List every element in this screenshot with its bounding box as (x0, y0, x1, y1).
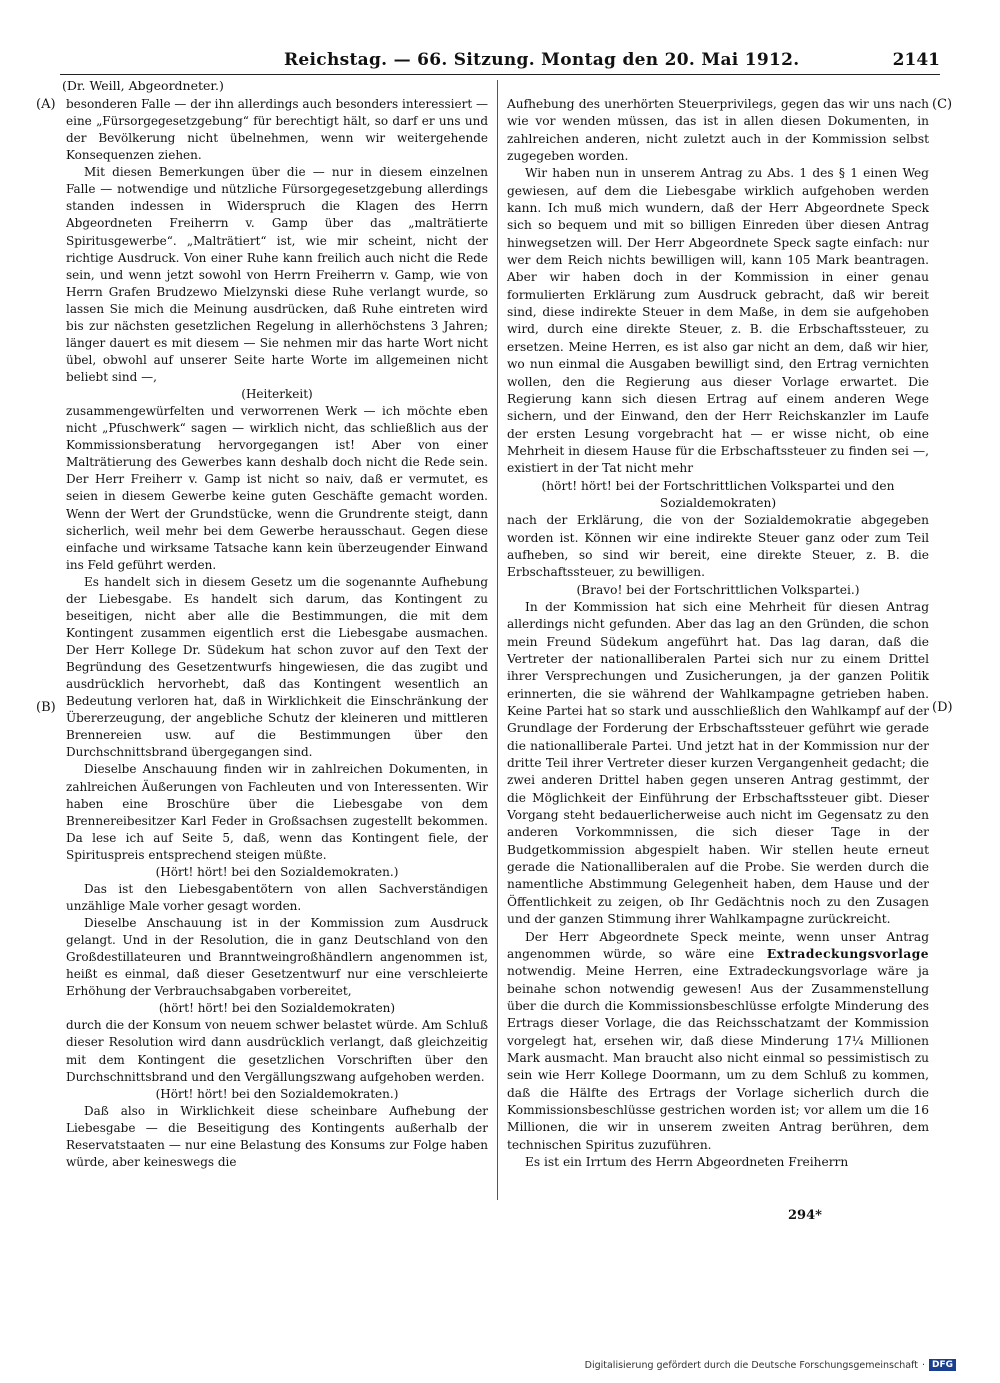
dfg-logo: DFG (929, 1359, 956, 1371)
paragraph: Wir haben nun in unserem Antrag zu Abs. 1 des § 1 einen Weg gewiesen, auf dem die Liebesgabe wirklich aufgehoben werden kann. Ich muß mich wundern, daß der Herr Abgeordnete Speck sich so bequem und mit so billigen Einreden über diesen Antrag hinwegsetzen will. Der Herr Abgeordnete Speck sagte einfach: nur wer dem Reich nichts bewilligen will, kann 105 Mark beantragen. Aber wir haben doch in der Kommission in einer genau formulierten Erklärung zum Ausdruck gebracht, daß wir bereit sind, diese indirekte Steuer in dem Maße, in dem sie aufgehoben wird, durch eine direkte Steuer, z. B. die Erbschaftssteuer, zu ersetzen. Meine Herren, es ist also gar nicht an dem, daß wir hier, wo nun einmal die Ausgaben bewilligt sind, den Ertrag vernichten wollen, den die Regierung aus dieser Vorlage erwartet. Die Regierung kann sich diesen Ertrag auf einem anderen Wege sichern, und der Einwand, den der Herr Reichskanzler im Laufe der ersten Lesung vorgebracht hat — er wisse nicht, ob eine Mehrheit in diesem Hause für die Erbschaftssteuer zu finden sei —, existiert in der Tat nicht mehr (507, 166, 929, 476)
paragraph: In der Kommission hat sich eine Mehrheit für diesen Antrag allerdings nicht gefunden. Aber das lag an den Gründen, die schon mein Freund Südekum angeführt hat. Das lag daran, daß die Vertreter der nationalliberalen Partei sich nur zu einem Drittel ihrer Versprechungen und Zusicherungen, ja der ganzen Politik erinnerten, die sie während der Wahlkampagne getrieben haben. Keine Partei hat so stark und ausschließlich den Wahlkampf auf der Grundlage der Forderung der Erbschaftssteuer geführt wie gerade die nationalliberale Partei. Und jetzt hat in der Kommission nur der dritte Teil ihrer Vertreter dieser kurzen Vergangenheit gedacht; die zwei anderen Drittel haben gegen unseren Antrag gestimmt, der die Möglichkeit der Einführung der Erbschaftssteuer gibt. Dieser Vorgang steht bedauerlicherweise auch nicht im Gegensatz zu den anderen Vorkommnissen, die sich dieser Tage in der Budgetkommission abgespielt haben. Wir stellen heute erneut gerade die Nationalliberalen auf die Probe. Sie werden durch die namentliche Abstimmung Gelegenheit haben, dem Hause und der Öffentlichkeit zu zeigen, ob Ihr Gedächtnis noch zu den Zusagen und der ganzen Stimmung ihrer Wahlkampagne zurückreicht. (507, 599, 929, 927)
footer-text: Digitalisierung gefördert durch die Deutsche Forschungsgemeinschaft (584, 1359, 918, 1371)
header-rule (60, 74, 940, 75)
footer-credit (585, 1359, 956, 1371)
sheet-signature: 294* (788, 1208, 822, 1223)
interjection: (Hört! hört! bei den Sozialdemokraten.) (155, 864, 399, 879)
paragraph: besonderen Falle — der ihn allerdings auch besonders interessiert — eine „Fürsorgegesetzgebung“ für berechtigt hält, so darf er uns und der Bevölkerung nicht übelnehmen, wenn wir weitergehende Konsequenzen ziehen. (66, 97, 488, 163)
paragraph-text: notwendig. Meine Herren, eine Extradeckungsvorlage wäre ja beinahe schon notwendig gewesen! Aus der Zusammenstellung über die durch die Kommissionsbeschlüsse erfolgte Minderung des Ertrags dieser Vorlage, die das Reichsschatzamt der Kommission vorgelegt hat, ersehen wir, daß diese Minderung 17¼ Millionen Mark ausmacht. Man braucht also nicht einmal so pessimistisch zu sein wie Herr Kollege Doormann, um zu dem Schluß zu kommen, daß die Hälfte des Ertrags der Vorlage sicherlich durch die Kommissionsbeschlüsse gestrichen worden ist; vor allem um die 16 Millionen, die wir in unserem zweiten Antrag berühren, dem technischen Spiritus zuzuführen. (507, 964, 929, 1152)
margin-mark-d: (D) (932, 700, 953, 715)
paragraph: Es ist ein Irrtum des Herrn Abgeordneten Freiherrn (525, 1154, 849, 1169)
page-number: 2141 (892, 50, 940, 70)
paragraph: Aufhebung des unerhörten Steuerprivilegs, gegen das wir uns nach wie vor wenden müssen, das ist in allen diesen Dokumenten, in zahlreichen anderen, nicht zuletzt auch in der Kommission selbst zugegeben worden. (507, 97, 929, 164)
interjection: (Bravo! bei der Fortschrittlichen Volkspartei.) (576, 582, 860, 597)
margin-mark-b: (B) (36, 700, 56, 715)
interjection: (hört! hört! bei der Fortschrittlichen Volkspartei und den Sozialdemokraten) (541, 478, 895, 510)
interjection: (Hört! hört! bei den Sozialdemokraten.) (155, 1086, 399, 1101)
paragraph-text: Der Herr Abgeordnete Speck meinte, wenn unser Antrag angenommen würde, so wäre eine (507, 929, 929, 961)
speaker-label: (Dr. Weill, Abgeordneter.) (62, 78, 224, 93)
paragraph: Daß also in Wirklichkeit diese scheinbare Aufhebung der Liebesgabe — die Beseitigung des Kontingents außerhalb der Reservatstaaten — nur eine Belastung des Konsums zur Folge haben würde, aber keineswegs die (66, 1103, 488, 1169)
emphasized-term: Extradeckungsvorlage (766, 946, 929, 961)
paragraph: Dieselbe Anschauung ist in der Kommission zum Ausdruck gelangt. Und in der Resolution, die in ganz Deutschland von den Großdestillateuren und Branntweingroßhändlern angenommen ist, heißt es einmal, daß dieser Gesetzentwurf nur eine verschleierte Erhöhung der Verbrauchsabgaben vorbereitet, (66, 916, 488, 999)
page-header (60, 48, 940, 74)
paragraph: Das ist den Liebesgabentötern von allen Sachverständigen unzählige Male vorher gesagt worden. (66, 881, 488, 913)
column-divider (497, 80, 498, 1200)
interjection: (hört! hört! bei den Sozialdemokraten) (158, 1001, 396, 1016)
left-column (66, 96, 488, 1171)
paragraph: zusammengewürfelten und verworrenen Werk — ich möchte eben nicht „Pfuschwerk“ sagen — wirklich nicht, das schließlich aus der Kommissionsberatung hervorgegangen ist! Aber von einer Malträtierung des Gewerbes kann deshalb doch nicht die Rede sein. Der Herr Freiherr v. Gamp ist nicht so naiv, daß er vermutet, es seien in diesem Gewerbe keine guten Geschäfte gemacht worden. Wenn der Wert der Grundstücke, wenn die Grundrente steigt, dann sicherlich, weil mehr bei dem Gewerbe herausschaut. Gegen diese einfache und wirksame Tatsache kann kein überzeugender Einwand ins Feld geführt werden. (66, 404, 488, 572)
margin-mark-c: (C) (932, 97, 953, 112)
interjection: (Heiterkeit) (241, 387, 313, 402)
margin-mark-a: (A) (36, 97, 56, 112)
footer-separator: · (921, 1359, 925, 1371)
paragraph (507, 929, 929, 1154)
running-title: Reichstag. — 66. Sitzung. Montag den 20. Mai 1912. (284, 50, 800, 70)
paragraph: Mit diesen Bemerkungen über die — nur in diesem einzelnen Falle — notwendige und nützliche Fürsorgegesetzgebung allerdings standen indessen in Widerspruch die Klagen des Herrn Abgeordneten Freiherrn v. Gamp über das „malträtierte Spiritusgewerbe“. „Malträtiert“ ist, wie mir scheint, nicht der richtige Ausdruck. Von einer Ruhe kann freilich auch nicht die Rede sein, und wenn jetzt sowohl von Herrn Freiherrn v. Gamp, wie von Herrn Grafen Brudzewo Mielzynski diese Ruhe verlangt wurde, so lassen Sie mich die Meinung ausdrücken, daß Ruhe eintreten wird bis zur nächsten gesetzlichen Regelung in allerhöchstens 3 Jahren; länger dauert es mit diesem — Sie nehmen mir das harte Wort nicht übel, obwohl auf unserer Seite harte Worte im allgemeinen nicht beliebt sind —, (66, 165, 488, 384)
paragraph: Dieselbe Anschauung finden wir in zahlreichen Dokumenten, in zahlreichen Äußerungen von Fachleuten und von Interessenten. Wir haben eine Broschüre über die Liebesgabe von dem Brennereibesitzer Karl Feder in Großsachsen zugestellt bekommen. Da lese ich auf Seite 5, daß, wenn das Kontingent fiele, der Spirituspreis entsprechend steigen müßte. (66, 762, 488, 862)
paragraph: nach der Erklärung, die von der Sozialdemokratie abgegeben worden ist. Können wir eine indirekte Steuer ganz oder zum Teil aufheben, so sind wir bereit, eine direkte Steuer, z. B. die Erbschaftssteuer, zu bewilligen. (507, 513, 929, 580)
paragraph: Es handelt sich in diesem Gesetz um die sogenannte Aufhebung der Liebesgabe. Es handelt sich darum, das Kontingent zu beseitigen, nicht aber alle die Bestimmungen, die mit dem Kontingent zusammen eigentlich erst die Liebesgabe ausmachen. Der Herr Kollege Dr. Südekum hat schon zuvor auf den Text der Begründung des Gesetzentwurfs hingewiesen, die das zugibt und ausdrücklich hervorhebt, daß das Kontingent wesentlich an Bedeutung verloren hat, daß in Wirklichkeit die Einschränkung der Übererzeugung, der angebliche Schutz der kleineren und mittleren Brennereien usw. auf die Bestimmungen über den Durchschnittsbrand übergegangen sind. (66, 574, 488, 760)
right-column (507, 96, 929, 1171)
paragraph: durch die der Konsum von neuem schwer belastet würde. Am Schluß dieser Resolution wird dann ausdrücklich verlangt, daß gleichzeitig mit dem Kontingent die gesetzlichen Vorschriften über den Durchschnittsbrand und den Vergällungszwang aufgehoben werden. (66, 1018, 488, 1084)
